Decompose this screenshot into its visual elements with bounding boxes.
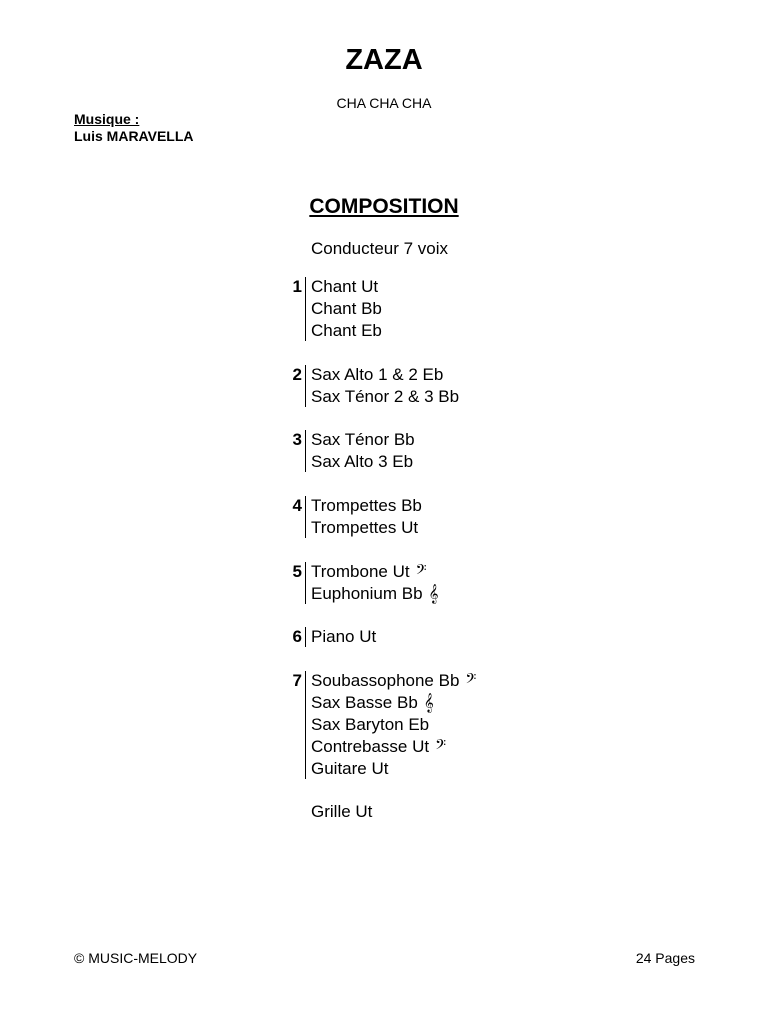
instrument-part <box>311 451 415 473</box>
conductor-line: Conducteur 7 voix <box>311 239 449 258</box>
instrument-label: Trompettes Bb <box>311 496 422 515</box>
instrument-part <box>311 429 415 451</box>
group-number: 5 <box>292 562 302 581</box>
instrument-label: Sax Baryton Eb <box>311 715 430 734</box>
music-credit-label: Musique : <box>74 111 140 127</box>
group-bracket-line <box>305 277 306 341</box>
instrument-label: Sax Ténor 2 & 3 Bb <box>311 387 460 406</box>
instrument-label: Contrebasse Ut <box>311 737 430 756</box>
group-bracket-line <box>305 627 306 647</box>
instrument-part <box>311 583 439 605</box>
group-number: 6 <box>292 627 302 646</box>
instrument-part <box>311 364 459 386</box>
instrument-part <box>311 298 382 320</box>
group-items <box>311 561 439 605</box>
bass-clef-icon: 𝄢 <box>435 737 447 757</box>
group-bracket-line <box>305 496 306 538</box>
instrument-part <box>311 736 476 758</box>
instrument-label: Guitare Ut <box>311 759 389 778</box>
instrument-part <box>311 714 476 736</box>
instrument-part <box>311 276 382 298</box>
instrument-part <box>311 692 476 714</box>
group-number: 3 <box>292 430 302 449</box>
instrument-label: Chant Eb <box>311 321 382 340</box>
instrument-part <box>311 626 376 648</box>
group-bracket-line <box>305 365 306 407</box>
instrument-label: Trompettes Ut <box>311 518 419 537</box>
group-number: 1 <box>292 277 302 296</box>
group-number: 2 <box>292 365 302 384</box>
bass-clef-icon: 𝄢 <box>415 562 427 582</box>
instrument-part <box>311 758 476 780</box>
group-items <box>311 364 459 408</box>
instrument-label: Euphonium Bb <box>311 584 423 603</box>
page-title: ZAZA <box>345 44 423 76</box>
group-number: 4 <box>292 496 302 515</box>
group-bracket-line <box>305 430 306 472</box>
treble-clef-icon: 𝄞 <box>423 693 434 713</box>
group-items <box>311 626 376 648</box>
group-items <box>311 495 422 539</box>
instrument-part <box>311 495 422 517</box>
instrument-label: Trombone Ut <box>311 562 410 581</box>
instrument-part <box>311 670 476 692</box>
instrument-part <box>311 517 422 539</box>
instrument-label: Sax Alto 3 Eb <box>311 452 414 471</box>
instrument-label: Sax Basse Bb <box>311 693 418 712</box>
footer-copyright: © MUSIC-MELODY <box>74 950 198 966</box>
instrument-part <box>311 320 382 342</box>
group-bracket-line <box>305 562 306 604</box>
group-bracket-line <box>305 671 306 779</box>
instrument-label: Soubassophone Bb <box>311 671 460 690</box>
page-subtitle: CHA CHA CHA <box>336 95 432 111</box>
instrument-label: Chant Bb <box>311 299 382 318</box>
footer-page-count: 24 Pages <box>635 950 695 966</box>
composition-heading: COMPOSITION <box>309 195 459 218</box>
instrument-part <box>311 386 459 408</box>
treble-clef-icon: 𝄞 <box>428 584 439 604</box>
music-credit-name: Luis MARAVELLA <box>74 128 194 144</box>
instrument-label: Chant Ut <box>311 277 379 296</box>
group-number: 7 <box>292 671 302 690</box>
grille-line: Grille Ut <box>311 802 373 821</box>
group-items <box>311 429 415 473</box>
instrument-label: Sax Alto 1 & 2 Eb <box>311 365 444 384</box>
instrument-label: Sax Ténor Bb <box>311 430 415 449</box>
instrument-label: Piano Ut <box>311 627 377 646</box>
group-items <box>311 670 476 780</box>
group-items <box>311 276 382 342</box>
bass-clef-icon: 𝄢 <box>465 671 477 691</box>
instrument-part <box>311 561 439 583</box>
